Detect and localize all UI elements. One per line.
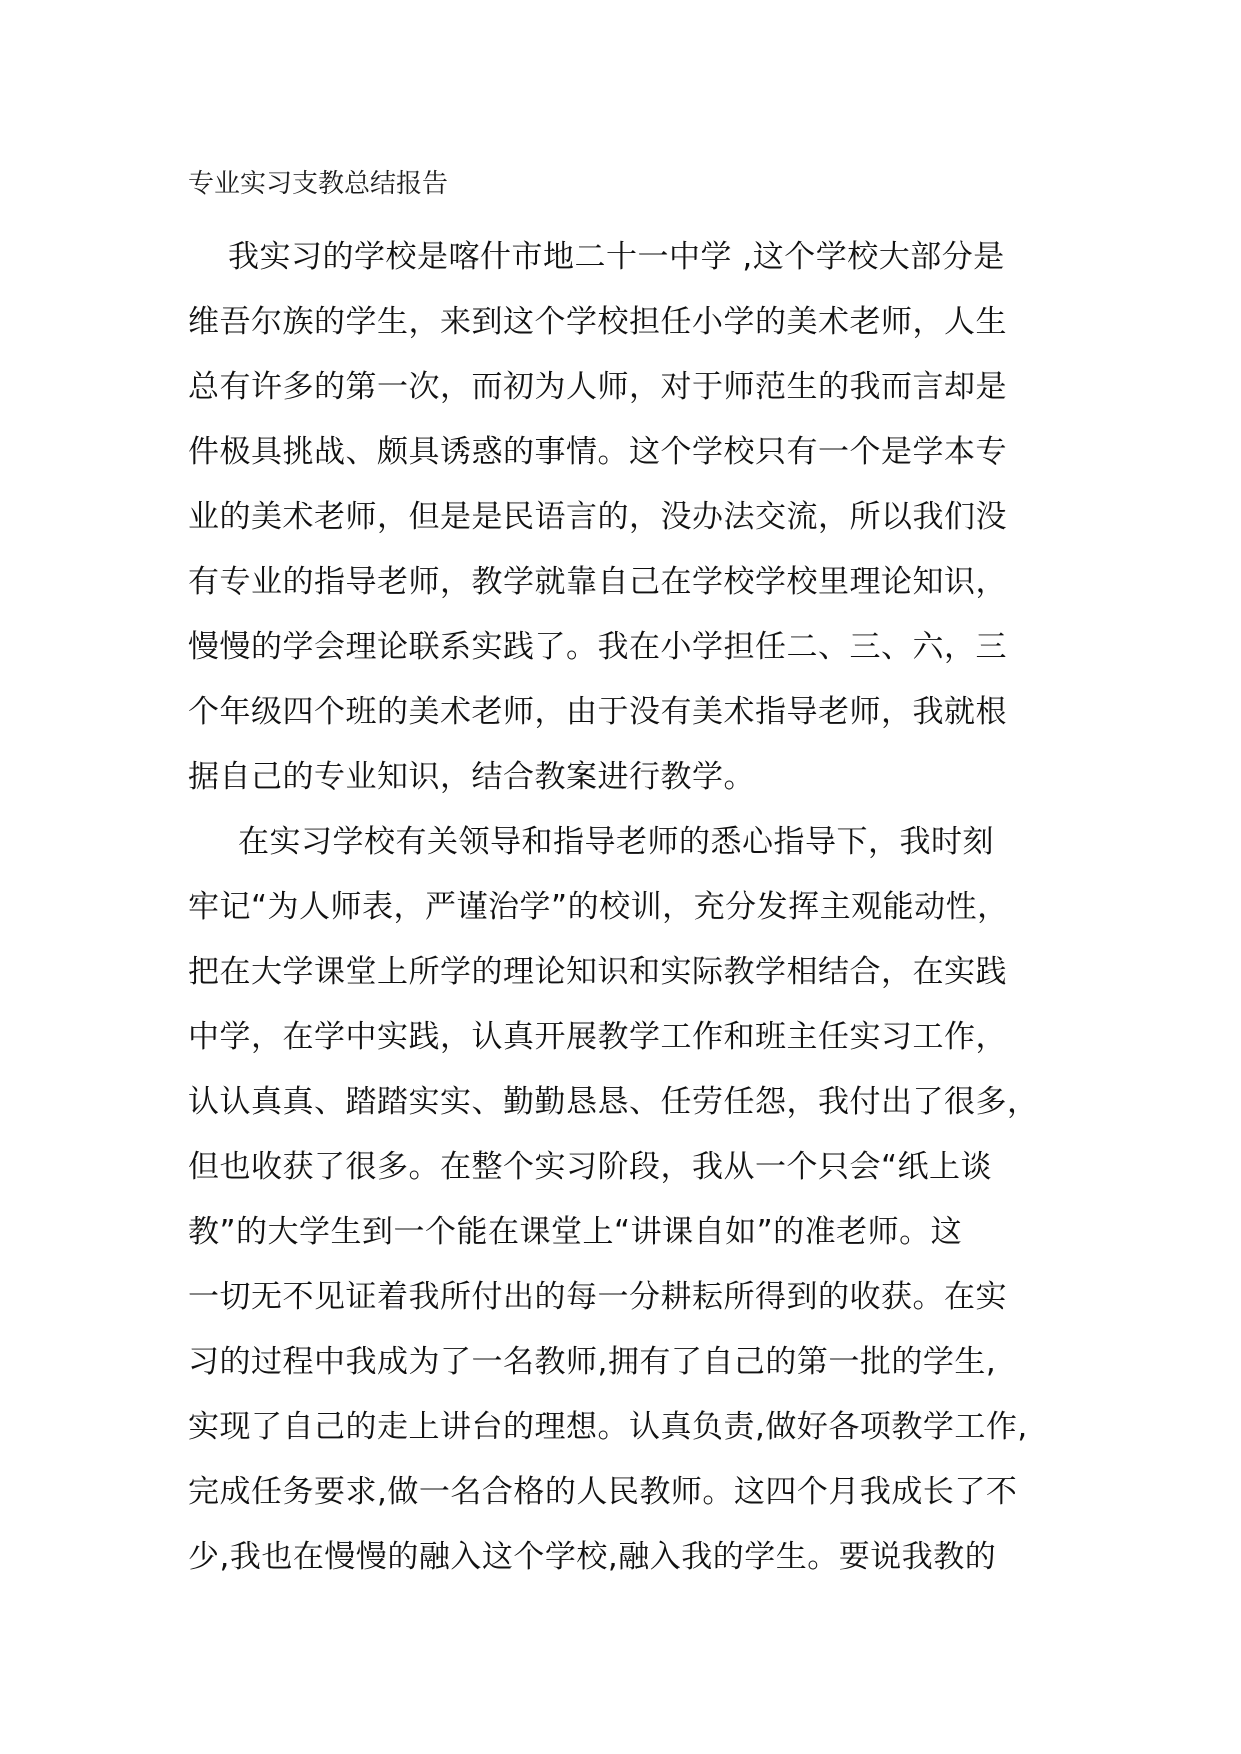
text-line: 件极具挑战、颇具诱惑的事情。这个学校只有一个是学本专 — [188, 434, 1007, 470]
paragraph-1 — [188, 225, 1060, 810]
text-line: 一切无不见证着我所付出的每一分耕耘所得到的收获。在实 — [188, 1279, 1007, 1315]
paragraph-2 — [188, 810, 1060, 1590]
text-line: 完成任务要求,做一名合格的人民教师。这四个月我成长了不 — [188, 1474, 1018, 1510]
text-line: 我实习的学校是喀什市地二十一中学 ,这个学校大部分是 — [228, 239, 1005, 275]
text-line: 据自己的专业知识，结合教案进行教学。 — [188, 759, 755, 795]
document-title: 专业实习支教总结报告 — [188, 169, 449, 199]
text-line: 慢慢的学会理论联系实践了。我在小学担任二、三、六，三 — [188, 629, 1007, 665]
text-line: 习的过程中我成为了一名教师,拥有了自己的第一批的学生, — [188, 1344, 997, 1380]
text-line: 把在大学课堂上所学的理论知识和实际教学相结合，在实践 — [188, 954, 1007, 990]
text-line: 个年级四个班的美术老师，由于没有美术指导老师，我就根 — [188, 694, 1007, 730]
document-body — [188, 225, 1060, 1590]
text-line: 但也收获了很多。在整个实习阶段，我从一个只会“纸上谈 — [188, 1149, 993, 1185]
text-line: 维吾尔族的学生，来到这个学校担任小学的美术老师，人生 — [188, 304, 1007, 340]
text-line: 认认真真、踏踏实实、勤勤恳恳、任劳任怨，我付出了很多， — [188, 1084, 1039, 1120]
text-line: 中学，在学中实践，认真开展教学工作和班主任实习工作， — [188, 1019, 1007, 1055]
text-line: 业的美术老师，但是是民语言的，没办法交流，所以我们没 — [188, 499, 1007, 535]
text-line: 有专业的指导老师，教学就靠自己在学校学校里理论知识， — [188, 564, 1007, 600]
text-line: 在实习学校有关领导和指导老师的悉心指导下，我时刻 — [238, 824, 994, 860]
text-line: 教”的大学生到一个能在课堂上“讲课自如”的准老师。这 — [188, 1214, 963, 1250]
text-line: 实现了自己的走上讲台的理想。认真负责,做好各项教学工作, — [188, 1409, 1028, 1445]
text-line: 牢记“为人师表，严谨治学”的校训，充分发挥主观能动性， — [188, 889, 1009, 925]
text-line: 总有许多的第一次，而初为人师，对于师范生的我而言却是 — [188, 369, 1007, 405]
text-line: 少,我也在慢慢的融入这个学校,融入我的学生。要说我教的 — [188, 1539, 997, 1575]
